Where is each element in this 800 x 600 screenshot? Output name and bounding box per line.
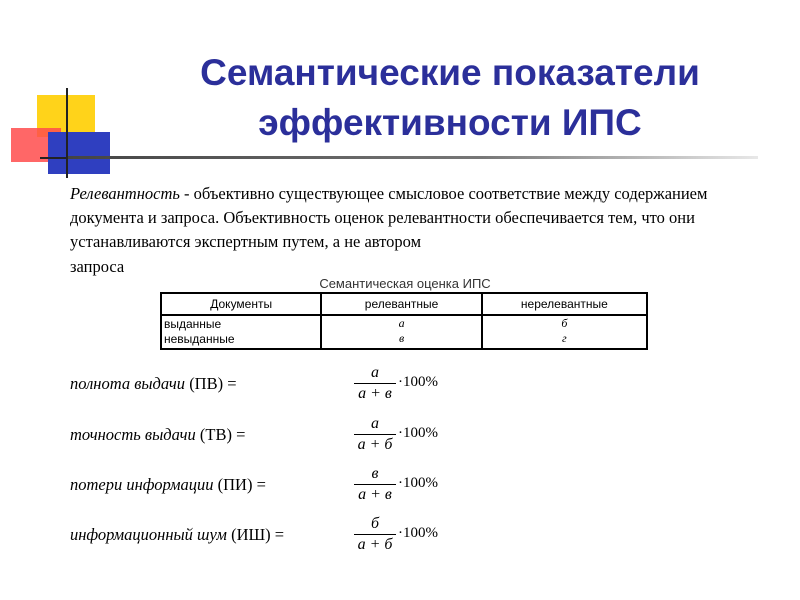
- table-cell: в: [321, 331, 481, 349]
- formula-label-abbr: (ТВ) =: [195, 425, 246, 444]
- table-cell: выданные: [164, 316, 222, 331]
- fraction-denominator: а + в: [358, 385, 392, 402]
- formula-label-term: точность выдачи: [70, 425, 196, 444]
- table-caption: Семантическая оценка ИПС: [319, 276, 491, 291]
- fraction-denominator: а + б: [357, 436, 393, 453]
- table-header-row: [161, 293, 647, 315]
- fraction-numerator: в: [371, 465, 379, 482]
- slide-title: [110, 48, 790, 148]
- formula-multiplier: ·100%: [398, 525, 438, 541]
- definition-paragraph: [70, 182, 760, 254]
- semantic-evaluation-table: [160, 292, 648, 350]
- fraction-numerator: а: [371, 415, 379, 432]
- definition-tail: запроса: [70, 257, 125, 276]
- formula-label: [70, 374, 237, 394]
- fraction-denominator: а + б: [357, 536, 393, 553]
- formula-label-term: потери информации: [70, 475, 214, 494]
- formula-fraction: [354, 415, 396, 454]
- fraction-denominator: а + в: [358, 486, 392, 503]
- formula-label-term: информационный шум: [70, 525, 227, 544]
- slide-title-line2: эффективности ИПС: [258, 102, 642, 143]
- title-divider: [68, 156, 758, 159]
- fraction-numerator: б: [370, 515, 380, 532]
- formula-label-abbr: (ПВ) =: [185, 374, 237, 393]
- formula-label: [70, 475, 266, 495]
- fraction-bar: [354, 434, 396, 435]
- formula-label-abbr: (ПИ) =: [213, 475, 266, 494]
- formula-label: [70, 425, 245, 445]
- formula-label: [70, 525, 284, 545]
- fraction-bar: [354, 383, 396, 384]
- table-header-nonrelevant: нерелевантные: [482, 293, 647, 315]
- fraction-bar: [354, 484, 396, 485]
- slide-title-line1: Семантические показатели: [200, 52, 700, 93]
- vertical-line-shape: [66, 88, 68, 178]
- table-row: [161, 315, 647, 331]
- table-cell: б: [482, 315, 647, 331]
- formula-fraction: [354, 465, 396, 504]
- formula-label-term: полнота выдачи: [70, 374, 186, 393]
- formula-fraction: [354, 364, 396, 403]
- table-header-documents: Документы: [161, 293, 321, 315]
- table-header-relevant: релевантные: [321, 293, 481, 315]
- formula-multiplier: ·100%: [398, 374, 438, 390]
- formula-fraction: [354, 515, 396, 554]
- formula-multiplier: ·100%: [398, 475, 438, 491]
- formula-label-abbr: (ИШ) =: [226, 525, 285, 544]
- table-row: [161, 331, 647, 349]
- definition-text: - объективно существующее смысловое соответствие между содержанием документа и запроса. Объективность оценок релевантности обеспечивается тем, что они устанавливаются экспертным путем, а не автором: [70, 184, 708, 251]
- fraction-numerator: а: [371, 364, 379, 381]
- horizontal-line-shape: [40, 157, 70, 159]
- definition-term: Релевантность: [70, 184, 180, 203]
- formula-multiplier: ·100%: [398, 425, 438, 441]
- table-cell: г: [482, 331, 647, 349]
- blue-square-shape: [48, 132, 110, 174]
- fraction-bar: [354, 534, 396, 535]
- table-cell: невыданные: [164, 331, 235, 346]
- table-cell: а: [321, 315, 481, 331]
